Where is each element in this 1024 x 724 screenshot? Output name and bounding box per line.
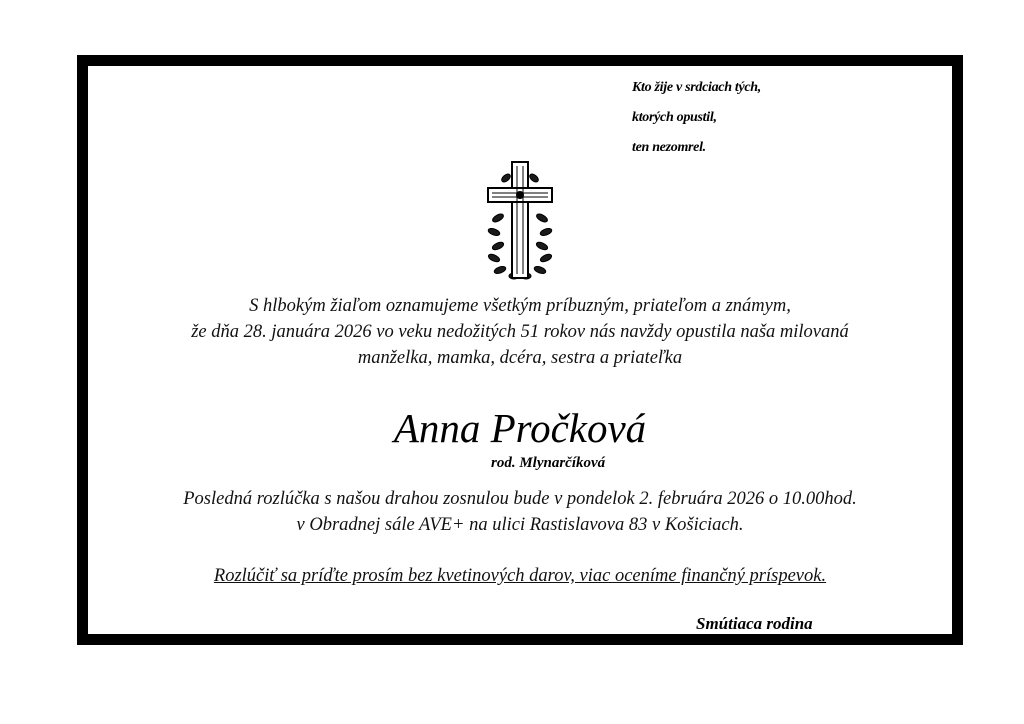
announcement-line: S hlbokým žiaľom oznamujeme všetkým príbuzným, priateľom a známym, bbox=[249, 296, 791, 316]
funeral-line: v Obradnej sále AVE+ na ulici Rastislavova 83 v Košiciach. bbox=[296, 515, 744, 535]
announcement-line: manželka, mamka, dcéra, sestra a priateľka bbox=[357, 348, 683, 368]
obituary-card bbox=[77, 55, 963, 645]
signature: Smútiaca rodina bbox=[696, 614, 813, 633]
announcement-line: že dňa 28. januára 2026 vo veku nedožitých 51 rokov nás navždy opustila naša milovaná bbox=[191, 322, 849, 342]
motto-line: ktorých opustil, bbox=[632, 110, 717, 125]
deceased-name: Anna Pročková bbox=[393, 405, 647, 451]
funeral-line: Posledná rozlúčka s našou drahou zosnulou bude v pondelok 2. februára 2026 o 10.00hod. bbox=[183, 489, 857, 509]
cross-icon bbox=[484, 158, 556, 284]
motto-line: ten nezomrel. bbox=[632, 140, 706, 155]
request-note bbox=[88, 566, 952, 587]
motto-line: Kto žije v srdciach tých, bbox=[632, 80, 761, 95]
motto-verse bbox=[632, 80, 761, 170]
request-text: Rozlúčiť sa príďte prosím bez kvetinových darov, viac oceníme finančný príspevok. bbox=[213, 566, 827, 586]
maiden-name: rod. Mlynarčíková bbox=[491, 455, 606, 471]
